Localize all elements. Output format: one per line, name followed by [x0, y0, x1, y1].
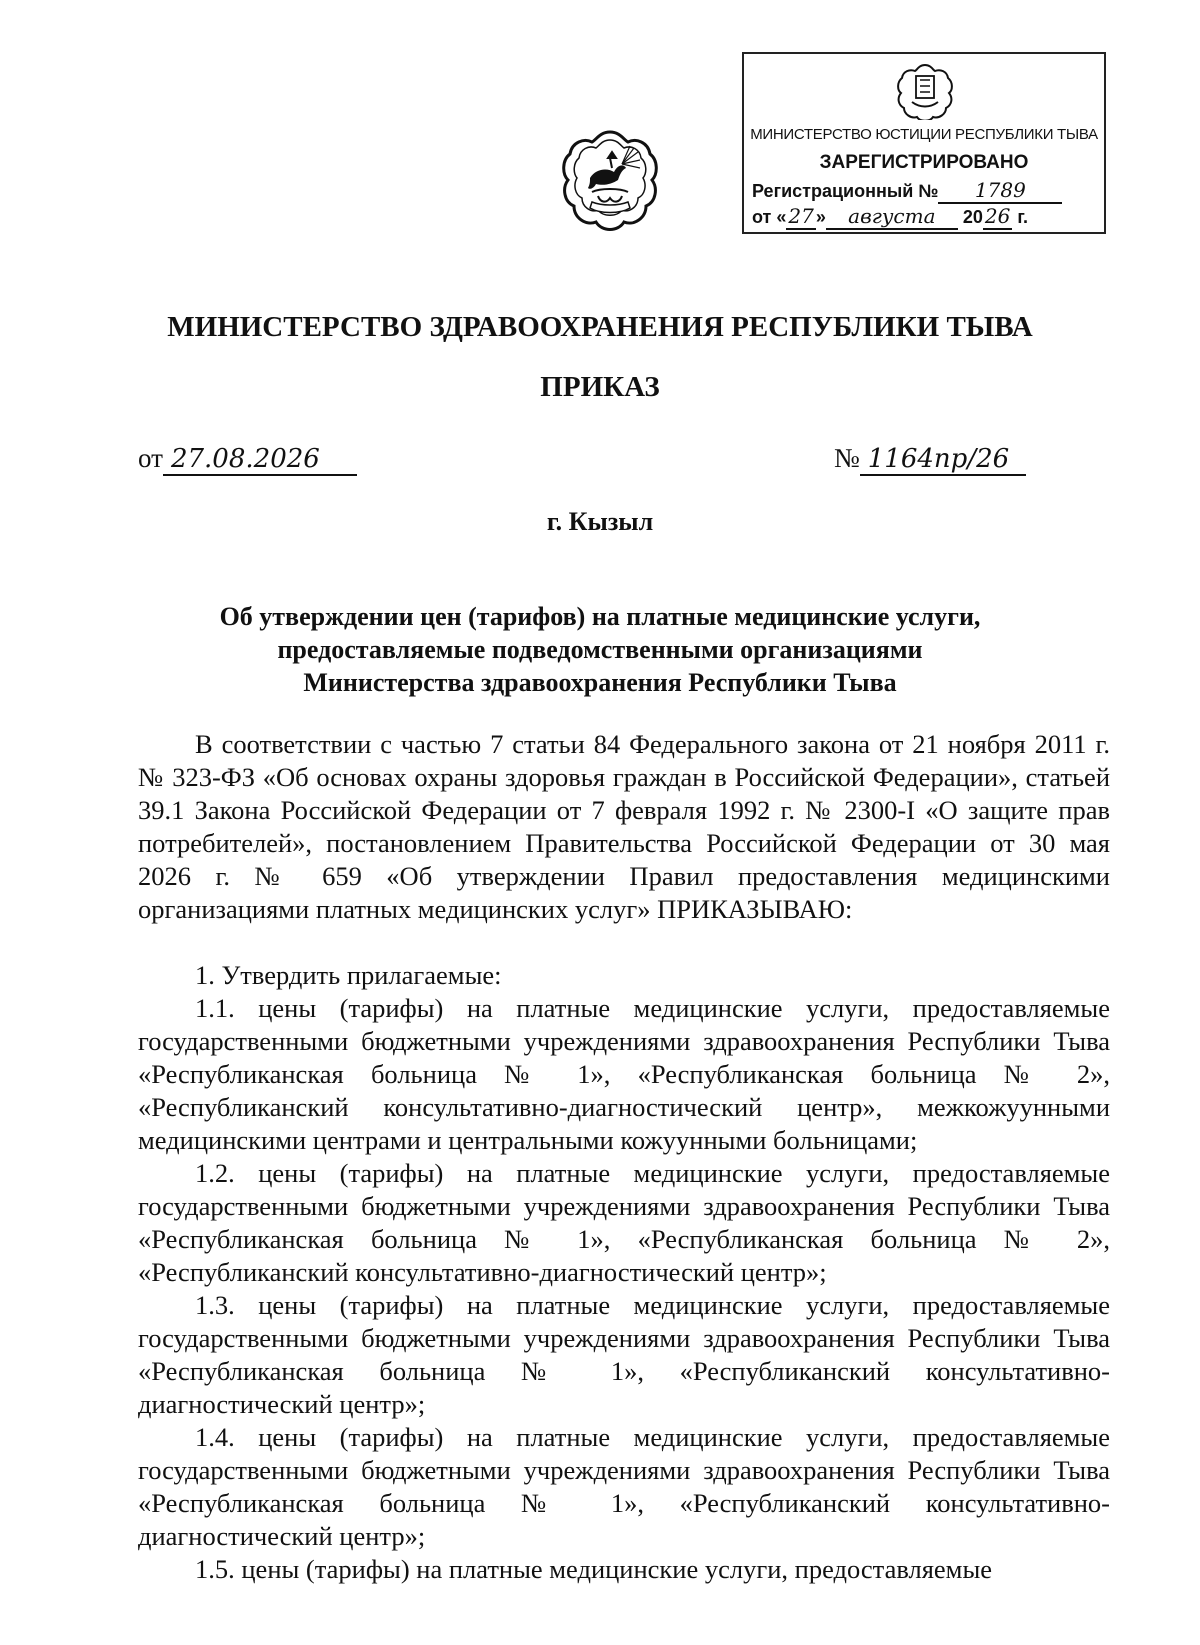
stamp-date-day: 27 — [788, 204, 814, 228]
item-1-4: 1.4. цены (тарифы) на платные медицинские услуги, предоставляемые государственными бюджетными учреждениями здравоохранения Республики Тыва «Республиканская больница № 1», «Республиканский консультативно-диагностический центр»; — [138, 1422, 1110, 1551]
stamp-date-month: августа — [826, 204, 958, 230]
order-date-label: от — [138, 443, 163, 473]
order-date-row — [138, 443, 357, 476]
item-1: 1. Утвердить прилагаемые: — [195, 960, 502, 990]
document-type: ПРИКАЗ — [540, 371, 660, 403]
order-number-label: № — [834, 443, 860, 473]
order-subject — [140, 600, 1060, 699]
stamp-date-year-suffix: 26 — [984, 204, 1011, 228]
republic-of-tyva-emblem-icon — [560, 128, 660, 236]
stamp-reg-number-label: Регистрационный № — [752, 181, 939, 201]
stamp-reg-number-row — [752, 178, 1096, 204]
ministry-title: МИНИСТЕРСТВО ЗДРАВООХРАНЕНИЯ РЕСПУБЛИКИ ТЫВА — [167, 311, 1033, 343]
item-1-2: 1.2. цены (тарифы) на платные медицинские услуги, предоставляемые государственными бюджетными учреждениями здравоохранения Республики Тыва «Республиканская больница № 1», «Республиканская больница № 2», «Республиканский консультативно-диагностический центр»; — [138, 1158, 1110, 1287]
order-body — [138, 728, 1110, 1586]
city: г. Кызыл — [546, 507, 654, 536]
order-number-value: 1164пр/26 — [860, 444, 1026, 476]
stamp-registered-label: ЗАРЕГИСТРИРОВАНО — [819, 152, 1029, 173]
order-number-row — [834, 443, 1026, 476]
registration-stamp — [742, 52, 1106, 234]
stamp-emblem-icon — [896, 62, 954, 120]
item-1-3: 1.3. цены (тарифы) на платные медицинские услуги, предоставляемые государственными бюджетными учреждениями здравоохранения Республики Тыва «Республиканская больница № 1», «Республиканский консультативно-диагностический центр»; — [138, 1290, 1110, 1419]
subject-line-1: Об утверждении цен (тарифов) на платные медицинские услуги, — [219, 602, 981, 631]
item-1-5: 1.5. цены (тарифы) на платные медицинские услуги, предоставляемые — [195, 1554, 993, 1584]
stamp-date-mid: » — [815, 207, 826, 227]
stamp-ministry-name: МИНИСТЕРСТВО ЮСТИЦИИ РЕСПУБЛИКИ ТЫВА — [750, 126, 1098, 143]
stamp-date-row — [752, 204, 1096, 230]
order-date-value: 27.08.2026 — [163, 444, 357, 476]
subject-line-3: Министерства здравоохранения Республики Тыва — [303, 668, 897, 697]
item-1-1: 1.1. цены (тарифы) на платные медицинские услуги, предоставляемые государственными бюджетными учреждениями здравоохранения Республики Тыва «Республиканская больница № 1», «Республиканская больница № 2», «Республиканский консультативно-диагностический центр», межкожуунными медицинскими центрами и центральными кожуунными больницами; — [138, 993, 1110, 1155]
stamp-date-prefix: от « — [752, 207, 787, 227]
stamp-date-suffix: г. — [1017, 207, 1029, 227]
stamp-reg-number-value: 1789 — [938, 178, 1062, 204]
preamble-paragraph: В соответствии с частью 7 статьи 84 Федерального закона от 21 ноября 2011 г. № 323-ФЗ «Об основах охраны здоровья граждан в Российской Федерации», статьей 39.1 Закона Российской Федерации от 7 февраля 1992 г. № 2300-I «О защите прав потребителей», постановлением Правительства Российской Федерации от 30 мая 2026 г. № 659 «Об утверждении Правил предоставления медицинскими организациями платных медицинских услуг» ПРИКАЗЫВАЮ: — [138, 729, 1110, 924]
stamp-date-year-prefix: 20 — [962, 207, 983, 227]
subject-line-2: предоставляемые подведомственными организациями — [277, 635, 923, 664]
